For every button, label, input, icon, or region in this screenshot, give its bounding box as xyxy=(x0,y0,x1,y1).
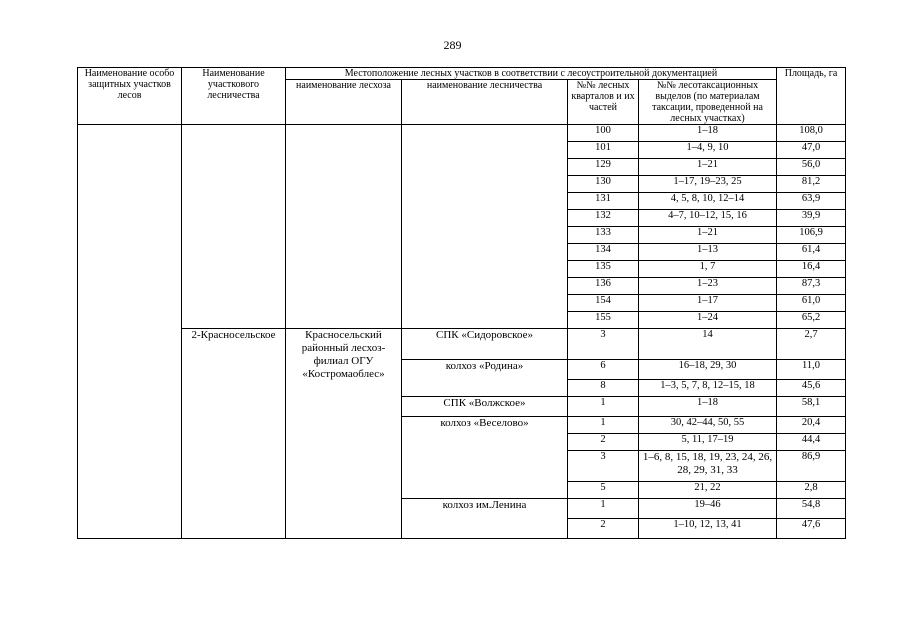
area-cell: 54,8 xyxy=(777,499,846,519)
quarter-cell: 132 xyxy=(568,210,639,227)
allotments-cell: 1, 7 xyxy=(639,261,777,278)
allotments-cell: 1–13 xyxy=(639,244,777,261)
area-cell: 47,6 xyxy=(777,519,846,539)
header-allotments: №№ лесотаксационных выделов (по материалам таксации, проведенной на лесных участках) xyxy=(639,80,777,125)
quarter-cell: 3 xyxy=(568,451,639,482)
quarter-cell: 100 xyxy=(568,125,639,142)
header-territory: Наименование особо защитных участков лесов xyxy=(78,68,182,125)
table-row xyxy=(78,329,846,360)
area-cell: 108,0 xyxy=(777,125,846,142)
quarter-cell: 129 xyxy=(568,159,639,176)
area-cell: 2,8 xyxy=(777,482,846,499)
quarter-cell: 133 xyxy=(568,227,639,244)
allotments-cell: 1–18 xyxy=(639,397,777,417)
area-cell: 86,9 xyxy=(777,451,846,482)
area-cell: 87,3 xyxy=(777,278,846,295)
allotments-cell: 1–23 xyxy=(639,278,777,295)
quarter-cell: 135 xyxy=(568,261,639,278)
forest-areas-table xyxy=(77,67,846,539)
header-location-group: Местоположение лесных участков в соответствии с лесоустроительной документацией xyxy=(286,68,777,80)
quarter-cell: 1 xyxy=(568,417,639,434)
quarter-cell: 155 xyxy=(568,312,639,329)
area-cell: 81,2 xyxy=(777,176,846,193)
allotments-cell: 1–21 xyxy=(639,227,777,244)
header-quarters: №№ лесных кварталов и их частей xyxy=(568,80,639,125)
quarter-cell: 8 xyxy=(568,380,639,397)
quarter-cell: 131 xyxy=(568,193,639,210)
quarter-cell: 101 xyxy=(568,142,639,159)
quarter-cell: 134 xyxy=(568,244,639,261)
allotments-cell: 1–6, 8, 15, 18, 19, 23, 24, 26, 28, 29, 31, 33 xyxy=(639,451,777,482)
allotments-cell: 21, 22 xyxy=(639,482,777,499)
quarter-cell: 5 xyxy=(568,482,639,499)
allotments-cell: 1–10, 12, 13, 41 xyxy=(639,519,777,539)
allotments-cell: 4, 5, 8, 10, 12–14 xyxy=(639,193,777,210)
area-cell: 61,4 xyxy=(777,244,846,261)
lesnichestvo-name: колхоз им.Ленина xyxy=(402,499,568,539)
lesnichestvo-name: СПК «Волжское» xyxy=(402,397,568,417)
quarter-cell: 2 xyxy=(568,519,639,539)
allotments-cell: 30, 42–44, 50, 55 xyxy=(639,417,777,434)
area-cell: 16,4 xyxy=(777,261,846,278)
header-lesnichestvo: наименование лесничества xyxy=(402,80,568,125)
allotments-cell: 5, 11, 17–19 xyxy=(639,434,777,451)
allotments-cell: 19–46 xyxy=(639,499,777,519)
header-forestry: Наименование участкового лесничества xyxy=(182,68,286,125)
quarter-cell: 154 xyxy=(568,295,639,312)
forestry-name: 2-Красносельское xyxy=(182,329,286,539)
forestry-cell xyxy=(182,125,286,329)
quarter-cell: 136 xyxy=(568,278,639,295)
territory-cell xyxy=(78,125,182,539)
area-cell: 39,9 xyxy=(777,210,846,227)
area-cell: 2,7 xyxy=(777,329,846,360)
area-cell: 44,4 xyxy=(777,434,846,451)
header-leskhoz: наименование лесхоза xyxy=(286,80,402,125)
area-cell: 11,0 xyxy=(777,360,846,380)
quarter-cell: 1 xyxy=(568,499,639,519)
lesnichestvo-cell xyxy=(402,125,568,329)
leskhoz-cell xyxy=(286,125,402,329)
header-area: Площадь, га xyxy=(777,68,846,125)
area-cell: 65,2 xyxy=(777,312,846,329)
quarter-cell: 6 xyxy=(568,360,639,380)
allotments-cell: 4–7, 10–12, 15, 16 xyxy=(639,210,777,227)
area-cell: 61,0 xyxy=(777,295,846,312)
lesnichestvo-name: СПК «Сидоровское» xyxy=(402,329,568,360)
allotments-cell: 1–4, 9, 10 xyxy=(639,142,777,159)
quarter-cell: 1 xyxy=(568,397,639,417)
area-cell: 58,1 xyxy=(777,397,846,417)
table-row xyxy=(78,125,846,142)
page-number: 289 xyxy=(443,38,462,52)
allotments-cell: 1–21 xyxy=(639,159,777,176)
allotments-cell: 1–3, 5, 7, 8, 12–15, 18 xyxy=(639,380,777,397)
allotments-cell: 1–17 xyxy=(639,295,777,312)
area-cell: 63,9 xyxy=(777,193,846,210)
quarter-cell: 2 xyxy=(568,434,639,451)
quarter-cell: 130 xyxy=(568,176,639,193)
allotments-cell: 16–18, 29, 30 xyxy=(639,360,777,380)
allotments-cell: 1–24 xyxy=(639,312,777,329)
area-cell: 20,4 xyxy=(777,417,846,434)
leskhoz-name: Красносельский районный лесхоз-филиал ОГУ «Костромаоблес» xyxy=(286,329,402,539)
allotments-cell: 1–17, 19–23, 25 xyxy=(639,176,777,193)
area-cell: 56,0 xyxy=(777,159,846,176)
allotments-cell: 14 xyxy=(639,329,777,360)
lesnichestvo-name: колхоз «Родина» xyxy=(402,360,568,397)
quarter-cell: 3 xyxy=(568,329,639,360)
area-cell: 45,6 xyxy=(777,380,846,397)
area-cell: 106,9 xyxy=(777,227,846,244)
lesnichestvo-name: колхоз «Веселово» xyxy=(402,417,568,499)
allotments-cell: 1–18 xyxy=(639,125,777,142)
area-cell: 47,0 xyxy=(777,142,846,159)
